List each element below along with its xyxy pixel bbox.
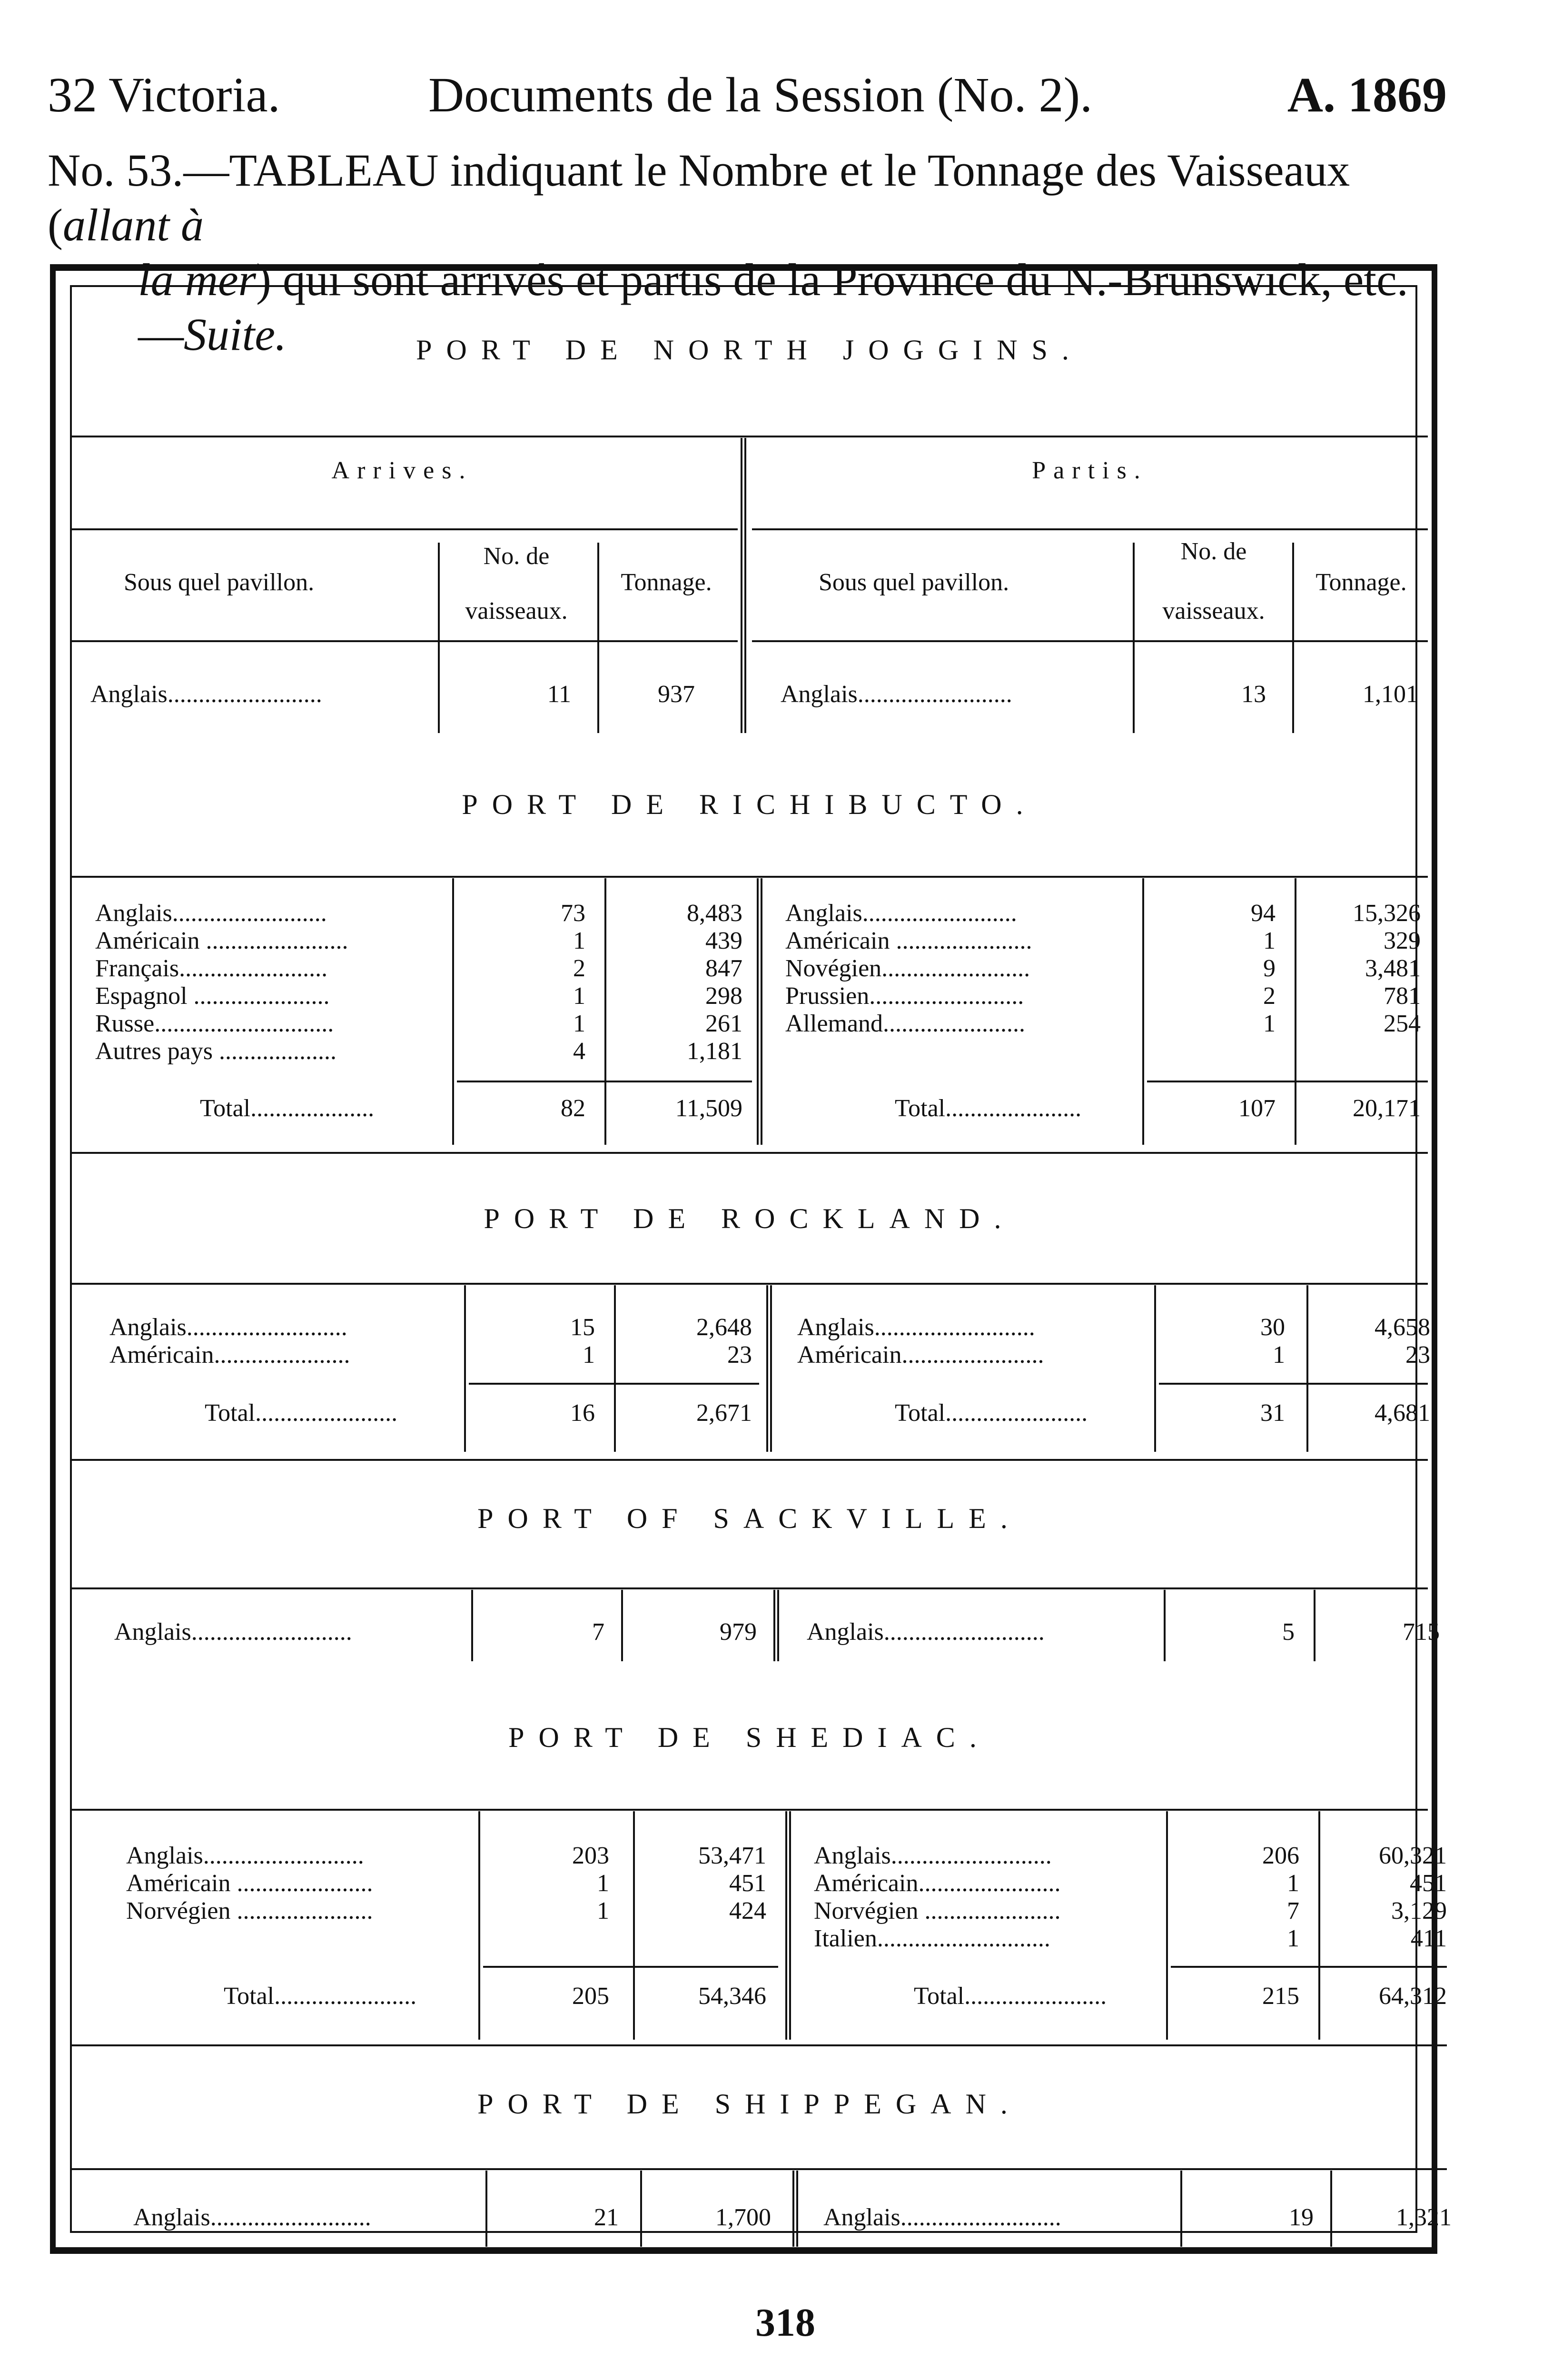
rule: [604, 878, 606, 1145]
row-flag: Italien............................: [814, 1925, 1050, 1952]
rule: [478, 1811, 480, 2040]
row-vessels: 15: [570, 1314, 595, 1341]
rule: [1295, 878, 1296, 1145]
row-vessels: 7: [1287, 1897, 1299, 1924]
row-flag: Russe.............................: [95, 1010, 334, 1037]
row-tonnage: 60,321: [1379, 1842, 1447, 1869]
page-number: 318: [755, 2301, 815, 2345]
rule: [1180, 2171, 1182, 2247]
rule: [71, 528, 738, 530]
row-flag: Anglais..........................: [814, 1842, 1052, 1869]
row-flag: Américain .......................: [95, 927, 348, 954]
total-tonnage: 4,681: [1375, 1399, 1430, 1427]
rule: [1171, 1966, 1447, 1968]
row-flag: Anglais.........................: [785, 900, 1017, 927]
row-tonnage: 3,129: [1391, 1897, 1447, 1924]
rule: [71, 436, 1428, 437]
row-tonnage: 329: [1384, 927, 1421, 954]
row-vessels: 11: [547, 681, 571, 708]
center-divider: [741, 438, 746, 733]
row-flag: Anglais.........................: [95, 900, 327, 927]
rule: [1314, 1590, 1316, 1661]
row-flag: Norvégien ......................: [814, 1897, 1061, 1924]
rule: [464, 1285, 466, 1452]
row-vessels: 1: [597, 1897, 609, 1924]
rule: [471, 1590, 473, 1661]
total-label: Total.......................: [205, 1399, 398, 1427]
header-left: 32 Victoria.: [48, 68, 280, 122]
rule: [457, 1081, 752, 1082]
total-tonnage: 20,171: [1353, 1095, 1421, 1122]
row-vessels: 206: [1262, 1842, 1299, 1869]
total-label: Total.......................: [914, 1983, 1107, 2010]
row-flag: Anglais..........................: [109, 1314, 347, 1341]
total-label: Total......................: [895, 1095, 1082, 1122]
row-flag: Américain ......................: [126, 1870, 373, 1897]
row-vessels: 94: [1251, 900, 1276, 927]
row-flag: Novégien........................: [785, 955, 1030, 982]
row-flag: Anglais..........................: [797, 1314, 1035, 1341]
title-italic-2: la mer: [138, 254, 256, 305]
rule: [71, 640, 738, 642]
rule: [1306, 1285, 1308, 1452]
row-flag: Anglais..........................: [823, 2204, 1061, 2231]
rule: [452, 878, 454, 1145]
rule: [1142, 878, 1144, 1145]
header-center: Documents de la Session (No. 2).: [428, 68, 1093, 122]
row-vessels: 9: [1263, 955, 1276, 982]
rule: [71, 2044, 1447, 2046]
total-vessels: 16: [570, 1399, 595, 1427]
row-flag: Espagnol ......................: [95, 982, 330, 1010]
row-vessels: 30: [1260, 1314, 1285, 1341]
total-tonnage: 54,346: [698, 1983, 766, 2010]
rule: [71, 2168, 1447, 2170]
total-vessels: 31: [1260, 1399, 1285, 1427]
row-flag: Anglais.........................: [90, 681, 322, 708]
rule: [752, 640, 1428, 642]
port-heading-richibucto: PORT DE RICHIBUCTO.: [462, 789, 1038, 820]
row-tonnage: 53,471: [698, 1842, 766, 1869]
row-tonnage: 411: [1410, 1925, 1447, 1952]
row-tonnage: 1,181: [687, 1038, 742, 1065]
row-vessels: 1: [573, 982, 585, 1010]
center-divider: [766, 1285, 772, 1452]
row-vessels: 1: [1263, 927, 1276, 954]
rule: [485, 2171, 487, 2247]
rule: [71, 1152, 1428, 1154]
row-tonnage: 979: [720, 1618, 757, 1646]
rule: [438, 543, 440, 733]
col-group-arrives: Arrives.: [331, 457, 473, 484]
rule: [597, 543, 599, 733]
row-vessels: 1: [1287, 1870, 1299, 1897]
row-flag: Prussien.........................: [785, 982, 1024, 1010]
rule: [469, 1383, 759, 1385]
row-tonnage: 439: [705, 927, 742, 954]
rule: [1330, 2171, 1332, 2247]
row-vessels: 1: [1263, 1010, 1276, 1037]
row-vessels: 4: [573, 1038, 585, 1065]
row-tonnage: 1,101: [1363, 681, 1418, 708]
total-label: Total.......................: [895, 1399, 1088, 1427]
total-label: Total....................: [200, 1095, 375, 1122]
row-flag: Américain.......................: [814, 1870, 1061, 1897]
rule: [1318, 1811, 1320, 2040]
row-tonnage: 23: [1405, 1341, 1430, 1368]
row-flag: Américain.......................: [797, 1341, 1044, 1368]
rule: [1164, 1590, 1166, 1661]
row-tonnage: 451: [729, 1870, 766, 1897]
row-vessels: 2: [573, 955, 585, 982]
port-heading-sackville: PORT OF SACKVILLE.: [477, 1503, 1022, 1534]
row-flag: Américain ......................: [785, 927, 1032, 954]
total-vessels: 205: [572, 1983, 609, 2010]
row-tonnage: 451: [1410, 1870, 1447, 1897]
title-italic-3: Suite.: [184, 309, 287, 360]
row-tonnage: 8,483: [687, 900, 742, 927]
row-vessels: 1: [1287, 1925, 1299, 1952]
row-vessels: 7: [592, 1618, 604, 1646]
rule: [71, 1283, 1428, 1285]
row-flag: Anglais..........................: [133, 2204, 371, 2231]
center-divider: [792, 2171, 798, 2247]
rule: [614, 1285, 616, 1452]
row-vessels: 1: [583, 1341, 595, 1368]
col-header-vessels-left-2: vaisseaux.: [465, 597, 568, 625]
rule: [71, 1809, 1428, 1811]
row-flag: Américain......................: [109, 1341, 350, 1368]
row-vessels: 13: [1241, 681, 1266, 708]
center-divider: [773, 1590, 779, 1661]
row-vessels: 1: [573, 927, 585, 954]
col-header-tonnage-left: Tonnage.: [621, 569, 712, 596]
row-flag: Norvégien ......................: [126, 1897, 373, 1924]
row-tonnage: 3,481: [1365, 955, 1421, 982]
port-heading-shediac: PORT DE SHEDIAC.: [508, 1722, 991, 1753]
rule: [1154, 1285, 1156, 1452]
col-header-vessels-right-2: vaisseaux.: [1162, 597, 1265, 625]
col-header-vessels-left-1: No. de: [483, 543, 550, 570]
row-vessels: 1: [1273, 1341, 1285, 1368]
rule: [1147, 1081, 1428, 1082]
row-tonnage: 4,658: [1375, 1314, 1430, 1341]
row-vessels: 73: [561, 900, 585, 927]
row-tonnage: 254: [1384, 1010, 1421, 1037]
total-label: Total.......................: [224, 1983, 417, 2010]
row-vessels: 19: [1289, 2204, 1314, 2231]
row-tonnage: 715: [1403, 1618, 1440, 1646]
port-heading-rockland: PORT DE ROCKLAND.: [484, 1203, 1016, 1234]
row-flag: Anglais..........................: [114, 1618, 352, 1646]
rule: [71, 1459, 1428, 1461]
port-heading-shippegan: PORT DE SHIPPEGAN.: [477, 2088, 1022, 2120]
port-heading-north-joggins: PORT DE NORTH JOGGINS.: [416, 334, 1083, 366]
page-header: [48, 67, 1447, 124]
row-tonnage: 15,326: [1353, 900, 1421, 927]
rule: [752, 528, 1428, 530]
total-vessels: 107: [1238, 1095, 1276, 1122]
col-header-vessels-right-1: No. de: [1180, 538, 1247, 565]
row-flag: Anglais..........................: [807, 1618, 1045, 1646]
rule: [483, 1966, 778, 1968]
row-flag: Anglais.........................: [781, 681, 1012, 708]
row-vessels: 21: [594, 2204, 619, 2231]
rule: [1159, 1383, 1428, 1385]
row-tonnage: 23: [727, 1341, 752, 1368]
rule: [71, 876, 1428, 878]
row-tonnage: 2,648: [696, 1314, 752, 1341]
title-text-2: ) qui sont arrivés et partis de la Province du N.-Brunswick, etc.—: [138, 254, 1408, 360]
col-group-partis: Partis.: [1032, 457, 1148, 484]
row-tonnage: 261: [705, 1010, 742, 1037]
total-vessels: 82: [561, 1095, 585, 1122]
row-tonnage: 781: [1384, 982, 1421, 1010]
rule: [1292, 543, 1294, 733]
row-tonnage: 298: [705, 982, 742, 1010]
row-tonnage: 847: [705, 955, 742, 982]
title-italic-1: allant à: [62, 199, 204, 250]
total-vessels: 215: [1262, 1983, 1299, 2010]
row-vessels: 2: [1263, 982, 1276, 1010]
rule: [621, 1590, 623, 1661]
rule: [1166, 1811, 1168, 2040]
row-flag: Allemand.......................: [785, 1010, 1026, 1037]
rule: [633, 1811, 635, 2040]
total-tonnage: 11,509: [675, 1095, 742, 1122]
row-flag: Français........................: [95, 955, 328, 982]
row-flag: Anglais..........................: [126, 1842, 364, 1869]
row-vessels: 1: [597, 1870, 609, 1897]
rule: [640, 2171, 642, 2247]
row-vessels: 1: [573, 1010, 585, 1037]
col-header-flag-left: Sous quel pavillon.: [124, 569, 315, 596]
total-tonnage: 2,671: [696, 1399, 752, 1427]
row-tonnage: 1,700: [715, 2204, 771, 2231]
total-tonnage: 64,312: [1379, 1983, 1447, 2010]
center-divider: [757, 878, 762, 1145]
title-text-1: No. 53.—TABLEAU indiquant le Nombre et le Tonnage des Vaisseaux (: [48, 145, 1350, 250]
row-vessels: 203: [572, 1842, 609, 1869]
row-tonnage: 424: [729, 1897, 766, 1924]
row-tonnage: 937: [658, 681, 695, 708]
header-right: A. 1869: [1287, 68, 1447, 122]
col-header-flag-right: Sous quel pavillon.: [819, 569, 1009, 596]
rule: [1133, 543, 1135, 733]
row-flag: Autres pays ...................: [95, 1038, 336, 1065]
center-divider: [785, 1811, 791, 2040]
col-header-tonnage-right: Tonnage.: [1316, 569, 1407, 596]
rule: [71, 1587, 1428, 1589]
row-vessels: 5: [1282, 1618, 1295, 1646]
row-tonnage: 1,321: [1396, 2204, 1452, 2231]
